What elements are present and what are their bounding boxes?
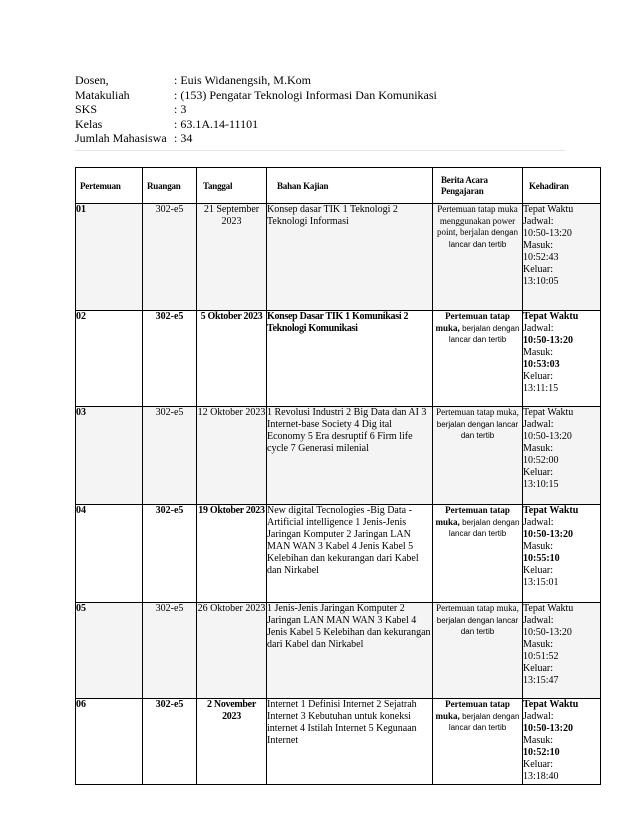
cell-ruangan: 302-e5 xyxy=(143,699,197,785)
cell-ruangan: 302-e5 xyxy=(143,311,197,407)
jadwal-value: 10:50-13:20 xyxy=(523,228,572,239)
cell-ruangan: 302-e5 xyxy=(143,204,197,311)
kehadiran-status: Tepat Waktu xyxy=(523,699,579,710)
cell-berita-acara xyxy=(433,505,523,603)
cell-kehadiran xyxy=(523,505,601,603)
berita-text: Pertemuan tatap muka, xyxy=(436,407,519,417)
cell-kehadiran xyxy=(523,204,601,311)
header-berita-line1: Berita Acara xyxy=(441,174,488,185)
keluar-label: Keluar: xyxy=(523,264,553,275)
header-tanggal: Tanggal xyxy=(197,168,267,204)
masuk-label: Masuk: xyxy=(523,347,553,358)
info-value: : 34 xyxy=(174,131,193,146)
keluar-label: Keluar: xyxy=(523,565,553,576)
jadwal-label: Jadwal: xyxy=(523,711,554,722)
berita-text: Pertemuan tatap muka, xyxy=(435,505,510,527)
cell-bahan-kajian: Konsep Dasar TIK 1 Komunikasi 2 Teknologi Komunikasi xyxy=(267,311,433,407)
kehadiran-status: Tepat Waktu xyxy=(523,505,579,516)
info-value: : 63.1A.14-11101 xyxy=(174,116,259,131)
masuk-value: 10:55:10 xyxy=(523,553,560,564)
cell-kehadiran xyxy=(523,407,601,505)
cell-kehadiran xyxy=(523,603,601,699)
masuk-label: Masuk: xyxy=(523,735,553,746)
info-label: Jumlah Mahasiswa xyxy=(75,131,167,146)
table-row xyxy=(76,505,601,603)
table-row xyxy=(76,699,601,785)
cell-berita-acara xyxy=(433,407,523,505)
jadwal-value: 10:50-13:20 xyxy=(523,723,573,734)
masuk-value: 10:51:52 xyxy=(523,651,559,662)
cell-tanggal: 21 September 2023 xyxy=(197,204,267,311)
info-row-matakuliah xyxy=(75,88,437,103)
berita-text-sans: dengan lancar dan tertib xyxy=(448,228,518,249)
cell-pertemuan: 04 xyxy=(76,505,143,603)
keluar-label: Keluar: xyxy=(523,759,553,770)
header-berita-line2: Pengajaran xyxy=(441,185,484,196)
berita-text-sans: berjalan dengan lancar dan tertib xyxy=(448,711,520,732)
info-value: : (153) Pengatar Teknologi Informasi Dan Komunikasi xyxy=(174,87,437,102)
cell-pertemuan: 01 xyxy=(76,204,143,311)
keluar-value: 13:10:05 xyxy=(523,276,559,287)
cell-bahan-kajian: Konsep dasar TIK 1 Teknologi 2 Teknologi Informasi xyxy=(267,204,433,311)
divider xyxy=(75,150,565,151)
cell-berita-acara xyxy=(433,311,523,407)
jadwal-value: 10:50-13:20 xyxy=(523,431,572,442)
course-info xyxy=(75,73,437,146)
cell-bahan-kajian: 1 Revolusi Industri 2 Big Data dan AI 3 Internet-base Society 4 Dig ital Economy 5 Era desruptif 6 Firm life cycle 7 Generasi milenial xyxy=(267,407,433,505)
cell-tanggal: 2 November 2023 xyxy=(197,699,267,785)
masuk-label: Masuk: xyxy=(523,541,553,552)
berita-text: Pertemuan tatap muka menggunakan power point, berjalan xyxy=(437,204,518,237)
keluar-value: 13:15:01 xyxy=(523,577,559,588)
berita-text: Pertemuan tatap muka, xyxy=(436,603,519,613)
keluar-label: Keluar: xyxy=(523,467,553,478)
keluar-label: Keluar: xyxy=(523,663,553,674)
masuk-value: 10:52:43 xyxy=(523,252,559,263)
info-row-jumlah-mahasiswa xyxy=(75,131,437,146)
table-row xyxy=(76,407,601,505)
keluar-value: 13:15:47 xyxy=(523,675,559,686)
jadwal-value: 10:50-13:20 xyxy=(523,529,573,540)
cell-berita-acara xyxy=(433,699,523,785)
keluar-label: Keluar: xyxy=(523,371,553,382)
berita-text: Pertemuan tatap muka, xyxy=(435,311,510,333)
cell-pertemuan: 03 xyxy=(76,407,143,505)
jadwal-value: 10:50-13:20 xyxy=(523,627,572,638)
header-pertemuan: Pertemuan xyxy=(76,168,143,204)
cell-ruangan: 302-e5 xyxy=(143,407,197,505)
cell-tanggal: 5 Oktober 2023 xyxy=(197,311,267,407)
berita-text-sans: berjalan dengan lancar dan tertib xyxy=(436,615,519,636)
cell-ruangan: 302-e5 xyxy=(143,603,197,699)
cell-berita-acara xyxy=(433,603,523,699)
kehadiran-status: Tepat Waktu xyxy=(523,407,574,418)
masuk-value: 10:52:00 xyxy=(523,455,559,466)
header-kehadiran: Kehadiran xyxy=(523,168,601,204)
cell-kehadiran xyxy=(523,311,601,407)
cell-pertemuan: 02 xyxy=(76,311,143,407)
cell-tanggal: 12 Oktober 2023 xyxy=(197,407,267,505)
berita-text-sans: berjalan dengan lancar dan tertib xyxy=(436,419,519,440)
info-label: Kelas xyxy=(75,116,103,131)
cell-berita-acara xyxy=(433,204,523,311)
berita-text-sans: berjalan dengan lancar dan tertib xyxy=(448,517,520,538)
cell-tanggal: 19 Oktober 2023 xyxy=(197,505,267,603)
cell-bahan-kajian: New digital Tecnologies -Big Data -Artificial intelligence 1 Jenis-Jenis Jaringan Komputer 2 Jaringan LAN MAN WAN 3 Kabel 4 Jenis Kabel 5 Kelebihan dan kekurangan dari Kabel dan Nirkabel xyxy=(267,505,433,603)
jadwal-label: Jadwal: xyxy=(523,419,554,430)
berita-text-sans: berjalan dengan lancar dan tertib xyxy=(448,323,520,344)
info-value: : Euis Widanengsih, M.Kom xyxy=(174,73,311,87)
header-ruangan: Ruangan xyxy=(143,168,197,204)
table-header-row xyxy=(76,168,601,204)
info-value: : 3 xyxy=(174,102,187,117)
attendance-table xyxy=(75,167,601,785)
info-label: SKS xyxy=(75,102,98,117)
jadwal-value: 10:50-13:20 xyxy=(523,335,573,346)
berita-text: Pertemuan tatap muka, xyxy=(435,699,510,721)
cell-bahan-kajian: Internet 1 Definisi Internet 2 Sejatrah Internet 3 Kebutuhan untuk koneksi internet 4 Istilah Internet 5 Kegunaan Internet xyxy=(267,699,433,785)
keluar-value: 13:10:15 xyxy=(523,479,559,490)
cell-pertemuan: 06 xyxy=(76,699,143,785)
cell-bahan-kajian: 1 Jenis-Jenis Jaringan Komputer 2 Jaringan LAN MAN WAN 3 Kabel 4 Jenis Kabel 5 Kelebihan dan kekurangan dari Kabel dan Nirkabel xyxy=(267,603,433,699)
masuk-label: Masuk: xyxy=(523,639,553,650)
info-row-kelas xyxy=(75,117,437,132)
masuk-value: 10:52:10 xyxy=(523,747,560,758)
kehadiran-status: Tepat Waktu xyxy=(523,204,574,215)
cell-tanggal: 26 Oktober 2023 xyxy=(197,603,267,699)
jadwal-label: Jadwal: xyxy=(523,216,554,227)
jadwal-label: Jadwal: xyxy=(523,323,554,334)
info-row-dosen xyxy=(75,73,437,88)
info-label: Dosen, xyxy=(75,73,109,87)
cell-kehadiran xyxy=(523,699,601,785)
keluar-value: 13:18:40 xyxy=(523,771,559,782)
kehadiran-status: Tepat Waktu xyxy=(523,603,574,614)
jadwal-label: Jadwal: xyxy=(523,615,554,626)
header-berita-acara xyxy=(433,168,523,204)
info-row-sks xyxy=(75,102,437,117)
header-bahan-kajian: Bahan Kajian xyxy=(267,168,433,204)
masuk-value: 10:53:03 xyxy=(523,359,560,370)
keluar-value: 13:11:15 xyxy=(523,383,559,394)
jadwal-label: Jadwal: xyxy=(523,517,554,528)
cell-pertemuan: 05 xyxy=(76,603,143,699)
table-row xyxy=(76,311,601,407)
info-label: Matakuliah xyxy=(75,87,130,102)
masuk-label: Masuk: xyxy=(523,443,553,454)
kehadiran-status: Tepat Waktu xyxy=(523,311,579,322)
table-row xyxy=(76,603,601,699)
cell-ruangan: 302-e5 xyxy=(143,505,197,603)
masuk-label: Masuk: xyxy=(523,240,553,251)
table-row xyxy=(76,204,601,311)
